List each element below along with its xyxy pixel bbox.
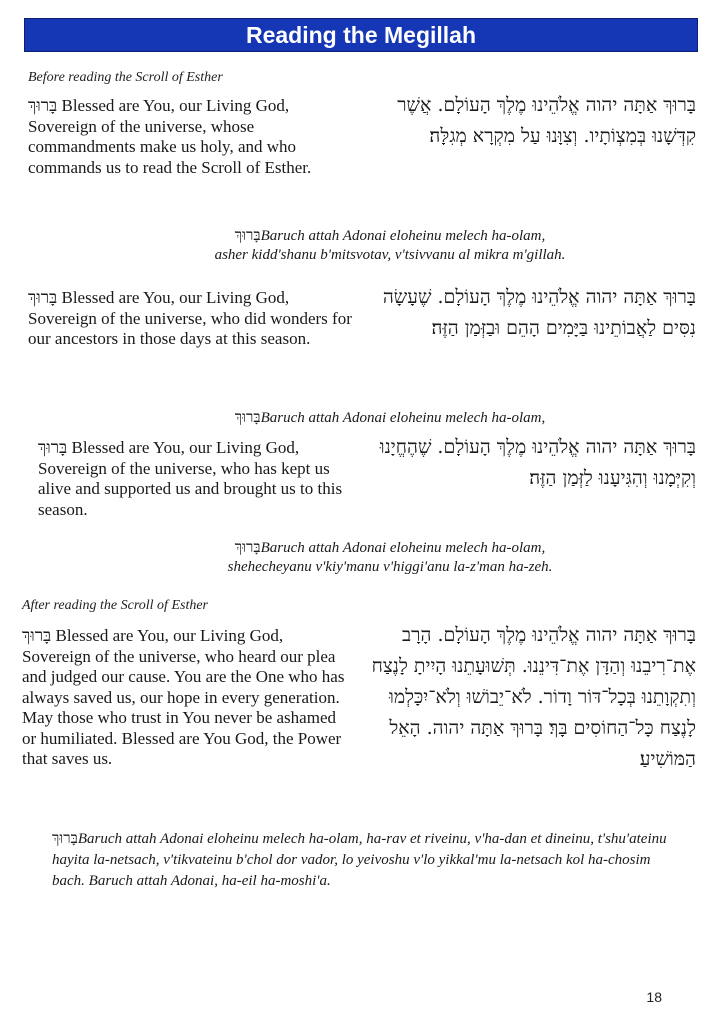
page-number: 18 — [646, 989, 662, 1005]
page-title: Reading the Megillah — [245, 22, 477, 48]
blessing-4-hebrew: בָּרוּךְ אַתָּה יהוה אֱלֹהֵינוּ מֶלֶךְ הָעוֹלָם. הָרָב אֶת־רִיבֵנוּ וְהַדָּן אֶת־דִּינֵנוּ. תְּשׁוּעָתֵנוּ הָיִיתָ לָנֶצַח וְתִקְוָתֵנוּ בְּכָל־דּוֹר וָדוֹר. לֹא־יֵבוֹשׁוּ וְלֹא־יִכָּלְמוּ לָנֶצַח כָּל־הַחוֹסִים בָּךְ׃ בָּרוּךְ אַתָּה יהוה. הָאֵל הַמּוֹשִׁיעַ׃ — [371, 624, 696, 770]
blessing-1-translit-word: בָּרוּךְ — [234, 226, 261, 244]
blessing-3-translit-line1: Baruch attah Adonai eloheinu melech ha-olam, — [260, 540, 546, 556]
page-title-banner — [24, 18, 698, 52]
blessing-3-translit-line2: shehecheyanu v'kiy'manu v'higgi'anu la-z'man ha-zeh. — [227, 559, 553, 575]
before-reading-label: Before reading the Scroll of Esther — [28, 70, 223, 85]
blessing-2-transliteration — [150, 408, 630, 428]
after-reading-label: After reading the Scroll of Esther — [22, 598, 208, 613]
blessing-2-english — [28, 288, 356, 350]
blessing-4-hebrew-word: בָּרוּךְ — [22, 626, 52, 646]
blessing-1-hebrew-word: בָּרוּךְ — [28, 96, 58, 116]
blessing-4-translit-word: בָּרוּךְ — [52, 829, 78, 847]
blessing-4-translit-text: Baruch attah Adonai eloheinu melech ha-olam, ha-rav et riveinu, v'ha-dan et dineinu, t'shu'ateinu hayita la-netsach, v'tikvateinu b'chol dor vador, lo yeivoshu v'lo yikkal'mu la-netsach kol ha-chosim bach. Baruch attah Adonai, ha-eil ha-moshi'a. — [52, 831, 667, 889]
blessing-4-transliteration — [52, 828, 670, 892]
blessing-3-transliteration — [150, 538, 630, 577]
blessing-1-translit-line1: Baruch attah Adonai eloheinu melech ha-olam, — [260, 228, 546, 244]
blessing-1-english-text: Blessed are You, our Living God, Sovereign of the universe, whose commandments make us holy, and who commands us to read the Scroll of Esther. — [28, 96, 312, 177]
blessing-3-hebrew: בָּרוּךְ אַתָּה יהוה אֱלֹהֵינוּ מֶלֶךְ הָעוֹלָם. שֶׁהֶחֱיָנוּ וְקִיְּמָנוּ וְהִגִּיעָנוּ לַזְּמַן הַזֶּה׃ — [379, 436, 696, 489]
blessing-2-english-text: Blessed are You, our Living God, Sovereign of the universe, who did wonders for our ancestors in those days at this season. — [28, 288, 352, 348]
blessing-3-english-text: Blessed are You, our Living God, Sovereign of the universe, who has kept us alive and supported us and brought us to this season. — [38, 438, 343, 519]
blessing-1-hebrew: בָּרוּךְ אַתָּה יהוה אֱלֹהֵינוּ מֶלֶךְ הָעוֹלָם. אֲשֶׁר קִדְּשָׁנוּ בְּמִצְוֹתָיו. וְצִוָּנוּ עַל מִקְרָא מְגִלָּה׃ — [397, 94, 696, 147]
blessing-1-transliteration — [150, 226, 630, 265]
blessing-3-hebrew-word: בָּרוּךְ — [38, 438, 68, 458]
blessing-4-english-text: Blessed are You, our Living God, Sovereign of the universe, who heard our plea and judged our cause. You are the One who has always saved us, our hope in every generation. May those who trust in You never be ashamed or humiliated. Blessed are You God, the Power that saves us. — [22, 626, 345, 768]
blessing-2-translit-word: בָּרוּךְ — [234, 408, 261, 426]
blessing-1-english — [28, 96, 356, 178]
blessing-1-translit-line2: asher kidd'shanu b'mitsvotav, v'tsivvanu al mikra m'gillah. — [214, 247, 566, 263]
blessing-2-hebrew-word: בָּרוּךְ — [28, 288, 58, 308]
blessing-3-english — [38, 438, 366, 520]
blessing-3-translit-word: בָּרוּךְ — [234, 538, 261, 556]
blessing-4-english — [22, 626, 352, 770]
blessing-2-hebrew: בָּרוּךְ אַתָּה יהוה אֱלֹהֵינוּ מֶלֶךְ הָעוֹלָם. שֶׁעָשָׂה נִסִּים לַאֲבוֹתֵינוּ בַּיָּמִים הָהֵם וּבַזְּמַן הַזֶּה׃ — [382, 286, 696, 339]
blessing-2-translit-line1: Baruch attah Adonai eloheinu melech ha-olam, — [260, 410, 546, 426]
